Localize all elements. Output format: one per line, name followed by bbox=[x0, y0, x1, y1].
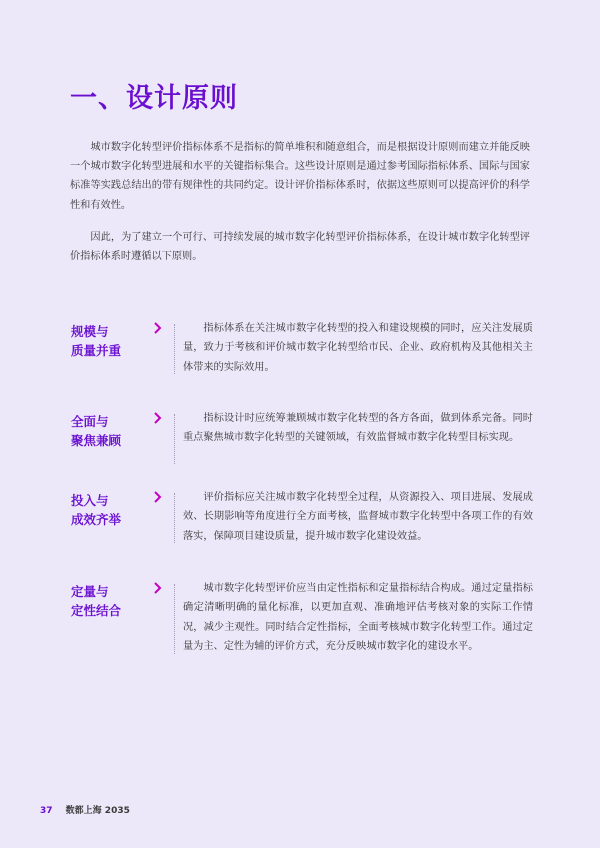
principle-label-line: 成效齐举 bbox=[71, 512, 122, 527]
chevron-right-icon bbox=[153, 491, 163, 503]
principle-label-line: 规模与 bbox=[71, 324, 109, 339]
divider bbox=[174, 584, 175, 654]
principle-label-line: 定性结合 bbox=[71, 603, 122, 618]
principle-label bbox=[71, 412, 121, 450]
principle-label-line: 定量与 bbox=[71, 584, 109, 599]
principle-label-line: 质量并重 bbox=[71, 343, 122, 358]
divider bbox=[174, 324, 175, 374]
principle-label-line: 聚焦兼顾 bbox=[71, 433, 122, 448]
page-title: 一、设计原则 bbox=[70, 83, 238, 114]
footer-brand: 数都上海 2035 bbox=[65, 806, 130, 816]
intro-paragraph: 城市数字化转型评价指标体系不是指标的简单堆积和随意组合，而是根据设计原则而建立并能反映一个城市数字化转型进展和水平的关键指标集合。这些设计原则是通过参考国际指标体系、国际与国家标准等实践总结出的带有规律性的共同约定。设计评价指标体系时，依据这些原则可以提高评价的科学性和有效性。 bbox=[70, 142, 530, 211]
principle-label-line: 全面与 bbox=[71, 414, 109, 429]
principle-text: 评价指标应关注城市数字化转型全过程，从资源投入、项目进展、发展成效、长期影响等角度进行全方面考核，监督城市数字化转型中各项工作的有效落实，保障项目建设质量，提升城市数字化建设效益。 bbox=[183, 492, 533, 542]
chevron-right-icon bbox=[153, 412, 163, 424]
intro-paragraph: 因此，为了建立一个可行、可持续发展的城市数字化转型评价指标体系，在设计城市数字化转型评价指标体系时遵循以下原则。 bbox=[70, 232, 530, 263]
principle-label-line: 投入与 bbox=[71, 493, 109, 508]
chevron-right-icon bbox=[153, 322, 163, 334]
principle-text: 指标设计时应统筹兼顾城市数字化转型的各方各面，做到体系完备。同时重点聚焦城市数字化转型的关键领域，有效监督城市数字化转型目标实现。 bbox=[183, 413, 533, 444]
chevron-right-icon bbox=[153, 582, 163, 594]
principle-text: 城市数字化转型评价应当由定性指标和定量指标结合构成。通过定量指标确定清晰明确的量化标准，以更加直观、准确地评估考核对象的实际工作情况，减少主观性。同时结合定性指标，全面考核城市数字化转型工作。通过定量为主、定性为辅的评价方式，充分反映城市数字化的建设水平。 bbox=[183, 583, 533, 653]
divider bbox=[174, 414, 175, 464]
principle-label bbox=[71, 491, 121, 529]
divider bbox=[174, 493, 175, 543]
principle-label bbox=[71, 322, 121, 360]
page-number: 37 bbox=[40, 806, 53, 816]
principle-text: 指标体系在关注城市数字化转型的投入和建设规模的同时，应关注发展质量，致力于考核和评价城市数字化转型给市民、企业、政府机构及其他相关主体带来的实际效用。 bbox=[183, 323, 533, 373]
footer bbox=[40, 803, 130, 816]
principle-label bbox=[71, 582, 121, 620]
